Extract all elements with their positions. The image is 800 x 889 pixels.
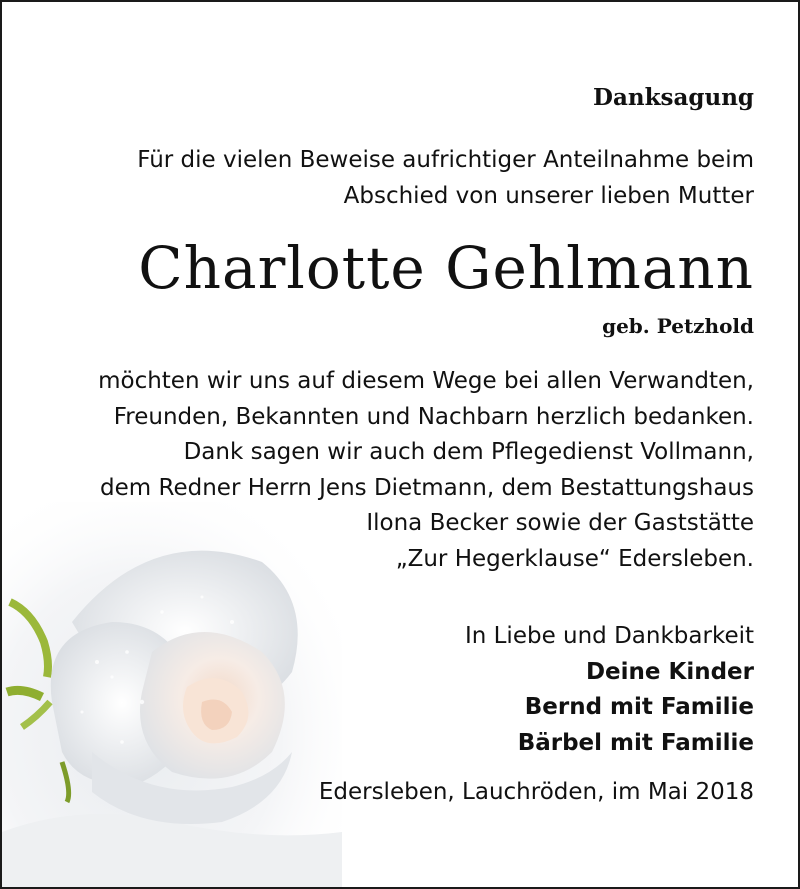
thanks-text [98, 364, 754, 577]
signature-line: Deine Kinder [585, 658, 754, 685]
birth-name: geb. Petzhold [602, 314, 754, 338]
thanks-line: möchten wir uns auf diesem Wege bei allen Verwandten, [98, 368, 754, 394]
intro-text [137, 142, 754, 214]
signature-line: Bernd mit Familie [524, 694, 754, 720]
thanks-line: Dank sagen wir auch dem Pflegedienst Vollmann, [183, 439, 754, 465]
place-date: Edersleben, Lauchröden, im Mai 2018 [318, 779, 754, 805]
thanks-line: Freunden, Bekannten und Nachbarn herzlich bedanken. [113, 403, 754, 430]
closing-block [465, 619, 754, 761]
intro-line: Abschied von unserer lieben Mutter [343, 183, 754, 209]
closing-salutation: In Liebe und Dankbarkeit [464, 623, 754, 649]
intro-line: Für die vielen Beweise aufrichtiger Anteilnahme beim [137, 147, 754, 173]
thanks-line: Ilona Becker sowie der Gaststätte [366, 510, 754, 536]
thanks-line: „Zur Hegerklause“ Edersleben. [395, 545, 754, 572]
deceased-name: Charlotte Gehlmann [138, 234, 754, 302]
heading: Danksagung [593, 84, 754, 111]
thanks-line: dem Redner Herrn Jens Dietmann, dem Bestattungshaus [100, 474, 754, 501]
signature-line: Bärbel mit Familie [517, 729, 754, 756]
